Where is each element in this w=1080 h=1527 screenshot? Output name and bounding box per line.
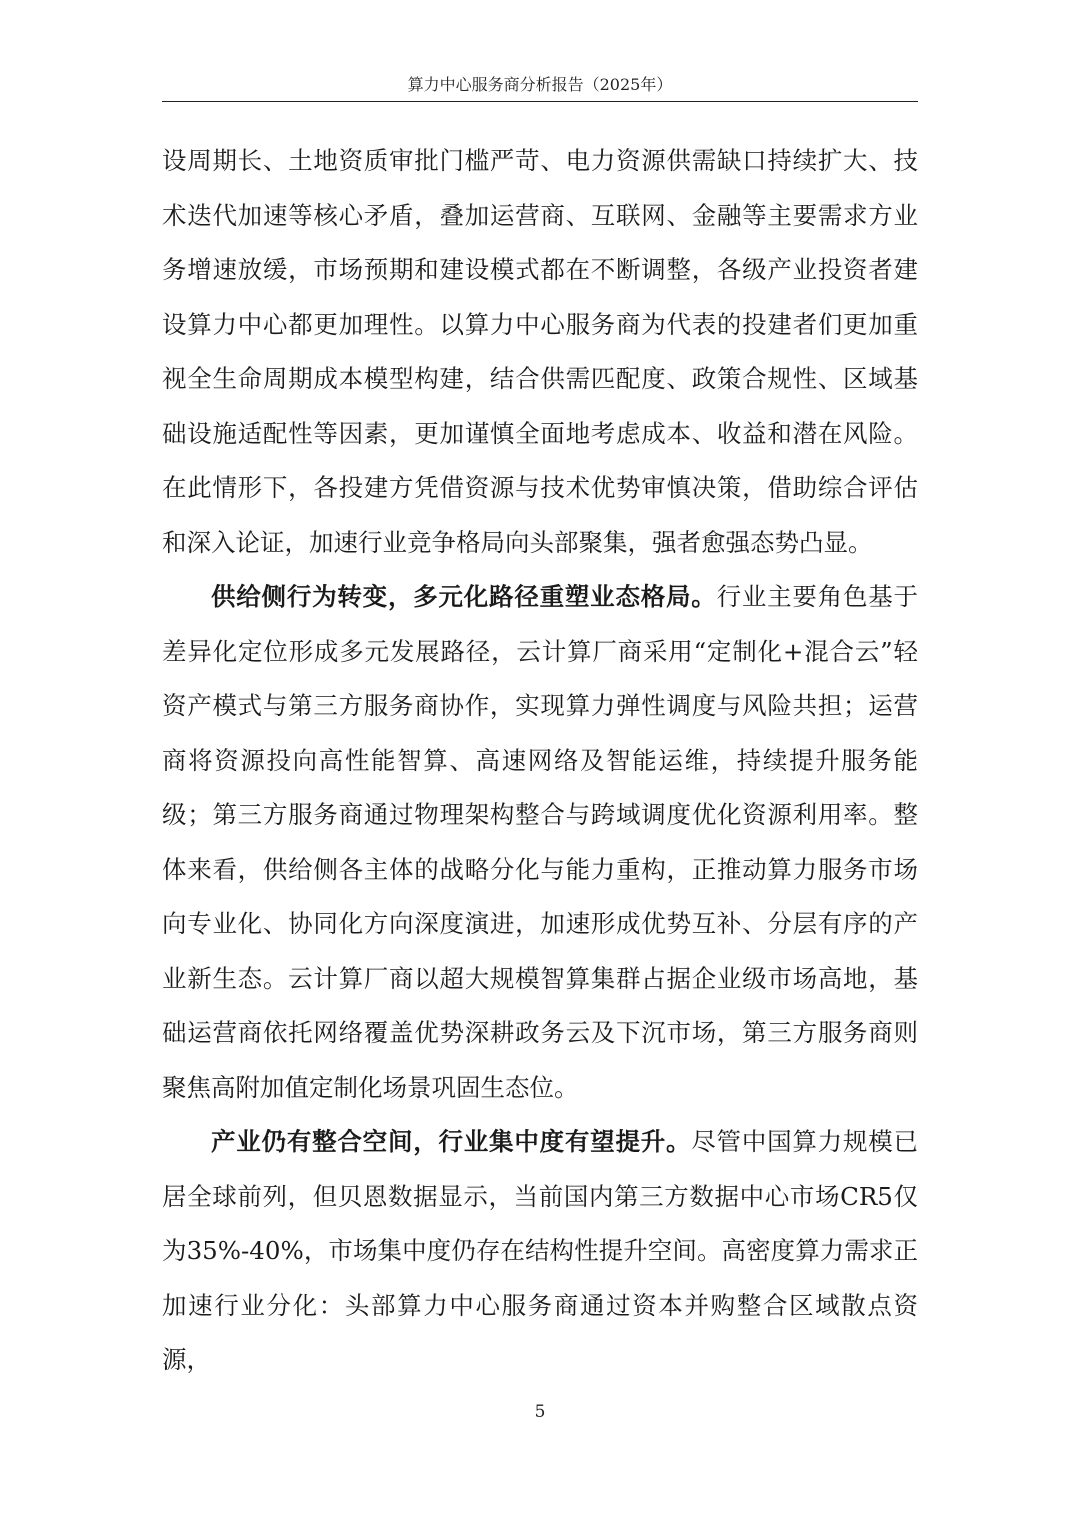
header-rule [162, 101, 918, 102]
paragraph-industry-consolidation [162, 1115, 918, 1388]
paragraph-text: 设周期长、土地资质审批门槛严苛、电力资源供需缺口持续扩大、技术迭代加速等核心矛盾，叠加运营商、互联网、金融等主要需求方业务增速放缓，市场预期和建设模式都在不断调整，各级产业投资者建设算力中心都更加理性。以算力中心服务商为代表的投建者们更加重视全生命周期成本模型构建，结合供需匹配度、政策合规性、区域基础设施适配性等因素，更加谨慎全面地考虑成本、收益和潜在风险。在此情形下，各投建方凭借资源与技术优势审慎决策，借助综合评估和深入论证，加速行业竞争格局向头部聚集，强者愈强态势凸显。 [162, 146, 918, 557]
page-number: 5 [534, 1402, 546, 1422]
paragraph-lead: 产业仍有整合空间，行业集中度有望提升。 [211, 1127, 692, 1156]
paragraph-text: 行业主要角色基于差异化定位形成多元发展路径，云计算厂商采用“定制化+混合云”轻资产模式与第三方服务商协作，实现算力弹性调度与风险共担；运营商将资源投向高性能智算、高速网络及智能运维，持续提升服务能级；第三方服务商通过物理架构整合与跨域调度优化资源利用率。整体来看，供给侧各主体的战略分化与能力重构，正推动算力服务市场向专业化、协同化方向深度演进，加速形成优势互补、分层有序的产业新生态。云计算厂商以超大规模智算集群占据企业级市场高地，基础运营商依托网络覆盖优势深耕政务云及下沉市场，第三方服务商则聚焦高附加值定制化场景巩固生态位。 [162, 582, 919, 1102]
paragraph-text: 尽管中国算力规模已居全球前列，但贝恩数据显示，当前国内第三方数据中心市场CR5仅为35%-40%，市场集中度仍存在结构性提升空间。高密度算力需求正加速行业分化：头部算力中心服务商通过资本并购整合区域散点资源， [162, 1127, 919, 1374]
body-text [162, 134, 918, 1388]
paragraph-supply-side [162, 570, 918, 1115]
paragraph-continued [162, 134, 918, 570]
paragraph-lead: 供给侧行为转变，多元化路径重塑业态格局。 [211, 582, 717, 611]
running-header: 算力中心服务商分析报告（2025年） [407, 75, 673, 94]
